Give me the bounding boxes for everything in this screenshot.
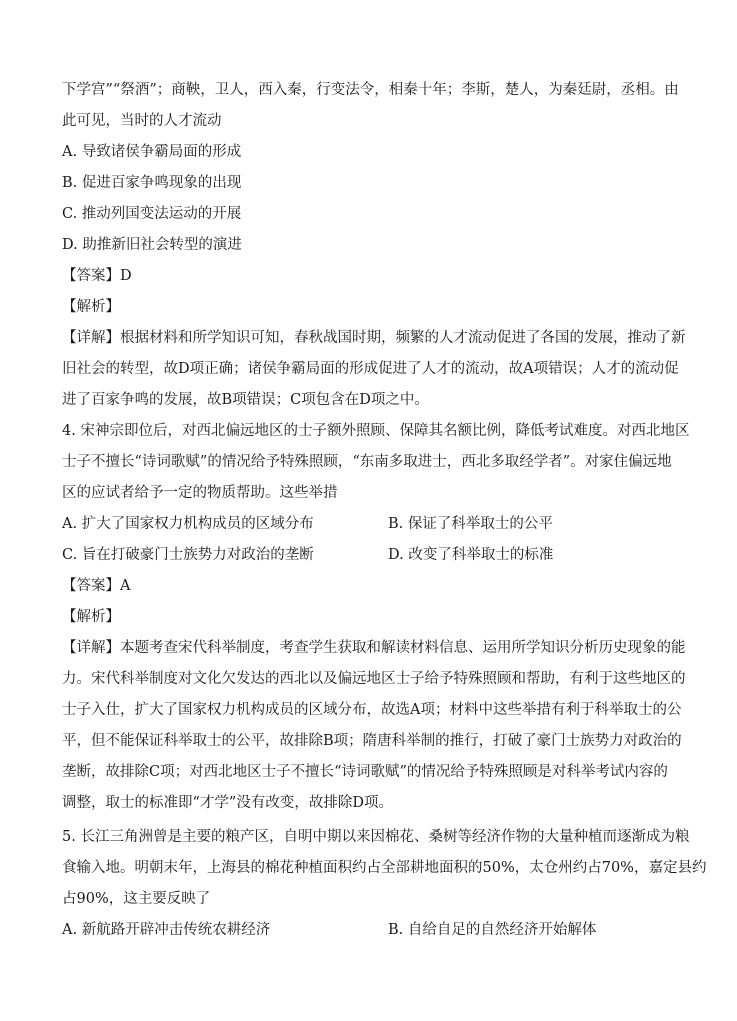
q3-option-d: D. 助推新旧社会转型的演进: [62, 237, 242, 253]
q4-analysis-line-2: 力。宋代科举制度对文化欠发达的西北以及偏远地区士子给予特殊照顾和帮助，有利于这些地区的: [62, 671, 686, 687]
q4-analysis-line-3: 士子入仕，扩大了国家权力机构成员的区域分布，故选A项；材料中这些举措有利于科举取士的公: [62, 702, 682, 718]
q4-stem-line-2: 士子不擅长“诗词歌赋”的情况给予特殊照顾，“东南多取进士，西北多取经学者”。对家住偏远地: [62, 454, 672, 470]
q3-option-b: B. 促进百家争鸣现象的出现: [62, 175, 242, 191]
q4-analysis-line-1: 【详解】本题考查宋代科举制度，考查学生获取和解读材料信息、运用所学知识分析历史现象的能: [62, 640, 686, 656]
q4-option-b: B. 保证了科举取士的公平: [388, 516, 553, 532]
q5-stem-line-3: 占90%，这主要反映了: [62, 891, 211, 907]
q3-option-c: C. 推动列国变法运动的开展: [62, 206, 242, 222]
q4-analysis-line-5: 垄断，故排除C项；对西北地区士子不擅长“诗词歌赋”的情况给予特殊照顾是对科举考试内容的: [62, 764, 668, 780]
q4-analysis-line-6: 调整，取士的标准即“才学”没有改变，故排除D项。: [62, 795, 393, 811]
q4-option-a: A. 扩大了国家权力机构成员的区域分布: [62, 516, 314, 532]
q3-stem-line-2: 此可见，当时的人才流动: [62, 113, 222, 129]
q4-analysis-title: 【解析】: [62, 609, 120, 625]
q3-analysis-title: 【解析】: [62, 299, 120, 315]
q4-analysis-line-4: 平，但不能保证科举取士的公平，故排除B项；隋唐科举制的推行，打破了豪门士族势力对政治的: [62, 733, 682, 749]
q4-option-d: D. 改变了科举取士的标准: [388, 547, 554, 563]
q3-answer: 【答案】D: [62, 268, 132, 284]
q5-stem-line-2: 食输入地。明朝末年，上海县的棉花种植面积约占全部耕地面积的50%，太仓州约占70%，嘉定县约: [62, 860, 707, 876]
q3-analysis-line-1: 【详解】根据材料和所学知识可知，春秋战国时期，频繁的人才流动促进了各国的发展，推动了新: [62, 330, 686, 346]
q4-stem-line-1: 4. 宋神宗即位后，对西北偏远地区的士子额外照顾、保障其名额比例，降低考试难度。对西北地区: [62, 423, 690, 439]
q4-stem-line-3: 区的应试者给予一定的物质帮助。这些举措: [62, 485, 338, 501]
q3-analysis-line-2: 旧社会的转型，故D项正确；诸侯争霸局面的形成促进了人才的流动，故A项错误；人才的流动促: [62, 361, 679, 377]
q3-analysis-line-3: 进了百家争鸣的发展，故B项错误；C项包含在D项之中。: [62, 392, 429, 408]
q3-stem-line-1: 下学宫”“祭酒”；商鞅，卫人，西入秦，行变法令，相秦十年；李斯，楚人，为秦廷尉，丞相。由: [62, 82, 679, 98]
q4-option-c: C. 旨在打破豪门士族势力对政治的垄断: [62, 547, 314, 563]
q3-option-a: A. 导致诸侯争霸局面的形成: [62, 144, 242, 160]
q5-stem-line-1: 5. 长江三角洲曾是主要的粮产区，自明中期以来因棉花、桑树等经济作物的大量种植而逐渐成为粮: [62, 829, 690, 845]
q4-answer: 【答案】A: [62, 578, 131, 594]
q5-option-a: A. 新航路开辟冲击传统农耕经济: [62, 922, 271, 938]
q5-option-b: B. 自给自足的自然经济开始解体: [388, 922, 597, 938]
